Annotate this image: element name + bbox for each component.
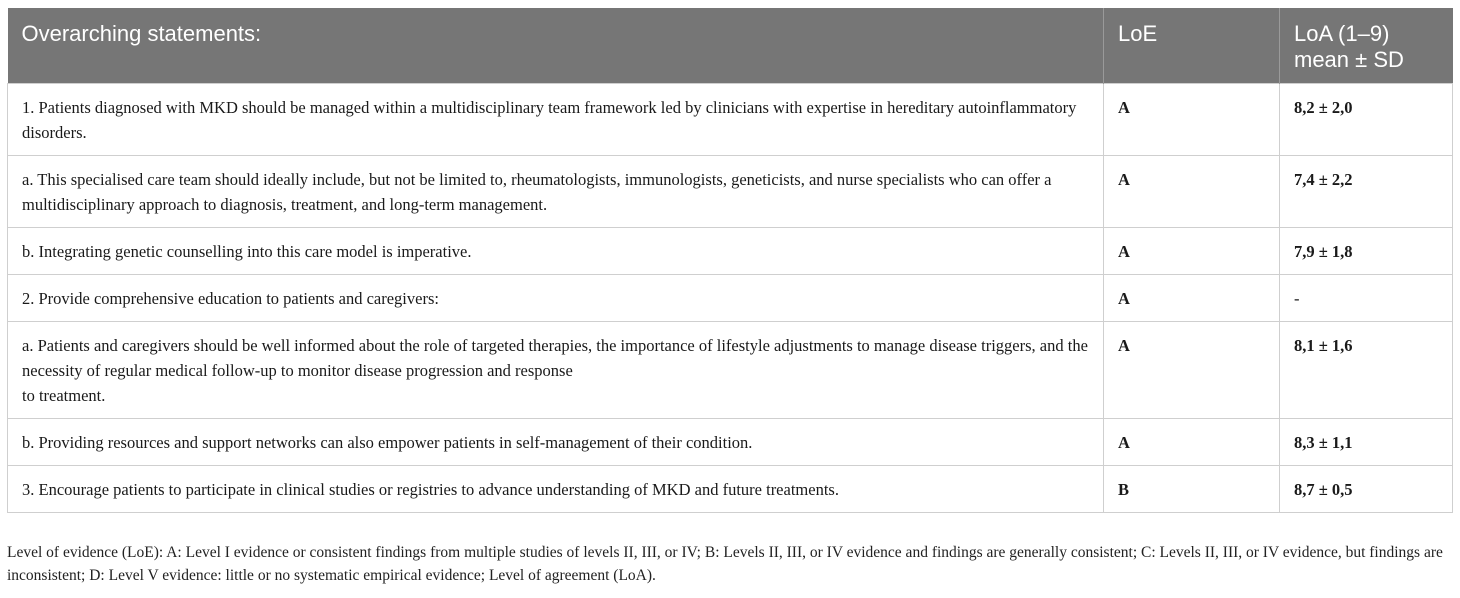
statement-text-continued: to treatment. bbox=[22, 386, 106, 405]
statement-cell: 1. Patients diagnosed with MKD should be managed within a multidisciplinary team framework led by clinicians with expertise in hereditary autoinflammatory disorders. bbox=[8, 84, 1104, 156]
loa-cell: 7,4 ± 2,2 bbox=[1280, 156, 1453, 228]
header-statement: Overarching statements: bbox=[8, 8, 1104, 84]
header-loa-line2: mean ± SD bbox=[1294, 47, 1404, 72]
header-loa bbox=[1280, 8, 1453, 84]
table-footnote: Level of evidence (LoE): A: Level I evidence or consistent findings from multiple studies of levels II, III, or IV; B: Levels II, III, or IV evidence and findings are generally consistent; C: Levels II, III, or IV evidence, but findings are inconsistent; D: Level V evidence: little or no systematic empirical evidence; Level of agreement (LoA). bbox=[7, 544, 1443, 584]
table-body bbox=[8, 84, 1453, 513]
statement-cell bbox=[8, 322, 1104, 419]
loe-cell: A bbox=[1104, 156, 1280, 228]
statements-table-container bbox=[7, 8, 1452, 513]
loa-cell: 8,7 ± 0,5 bbox=[1280, 466, 1453, 513]
statements-table bbox=[7, 8, 1453, 513]
table-row bbox=[8, 419, 1453, 466]
loa-cell: 8,2 ± 2,0 bbox=[1280, 84, 1453, 156]
table-row bbox=[8, 84, 1453, 156]
loe-cell: A bbox=[1104, 322, 1280, 419]
loa-cell: 7,9 ± 1,8 bbox=[1280, 228, 1453, 275]
loe-cell: A bbox=[1104, 228, 1280, 275]
loa-cell: - bbox=[1280, 275, 1453, 322]
header-row bbox=[8, 8, 1453, 84]
table-row bbox=[8, 275, 1453, 322]
loe-cell: A bbox=[1104, 419, 1280, 466]
loa-cell: 8,3 ± 1,1 bbox=[1280, 419, 1453, 466]
loe-cell: B bbox=[1104, 466, 1280, 513]
table-row bbox=[8, 228, 1453, 275]
header-loa-line1: LoA (1–9) bbox=[1294, 21, 1390, 46]
statement-cell: b. Integrating genetic counselling into this care model is imperative. bbox=[8, 228, 1104, 275]
loa-cell: 8,1 ± 1,6 bbox=[1280, 322, 1453, 419]
loe-cell: A bbox=[1104, 84, 1280, 156]
statement-cell: a. This specialised care team should ideally include, but not be limited to, rheumatologists, immunologists, geneticists, and nurse specialists who can offer a multidisciplinary approach to diagnosis, treatment, and long-term management. bbox=[8, 156, 1104, 228]
table-row bbox=[8, 156, 1453, 228]
statement-text: a. Patients and caregivers should be well informed about the role of targeted therapies, the importance of lifestyle adjustments to manage disease triggers, and the necessity of regular medical follow-up to monitor disease progression and response bbox=[22, 336, 1088, 380]
table-row bbox=[8, 466, 1453, 513]
table-header bbox=[8, 8, 1453, 84]
header-loe: LoE bbox=[1104, 8, 1280, 84]
statement-cell: b. Providing resources and support networks can also empower patients in self-management of their condition. bbox=[8, 419, 1104, 466]
statement-cell: 2. Provide comprehensive education to patients and caregivers: bbox=[8, 275, 1104, 322]
table-row bbox=[8, 322, 1453, 419]
loe-cell: A bbox=[1104, 275, 1280, 322]
statement-cell: 3. Encourage patients to participate in clinical studies or registries to advance understanding of MKD and future treatments. bbox=[8, 466, 1104, 513]
